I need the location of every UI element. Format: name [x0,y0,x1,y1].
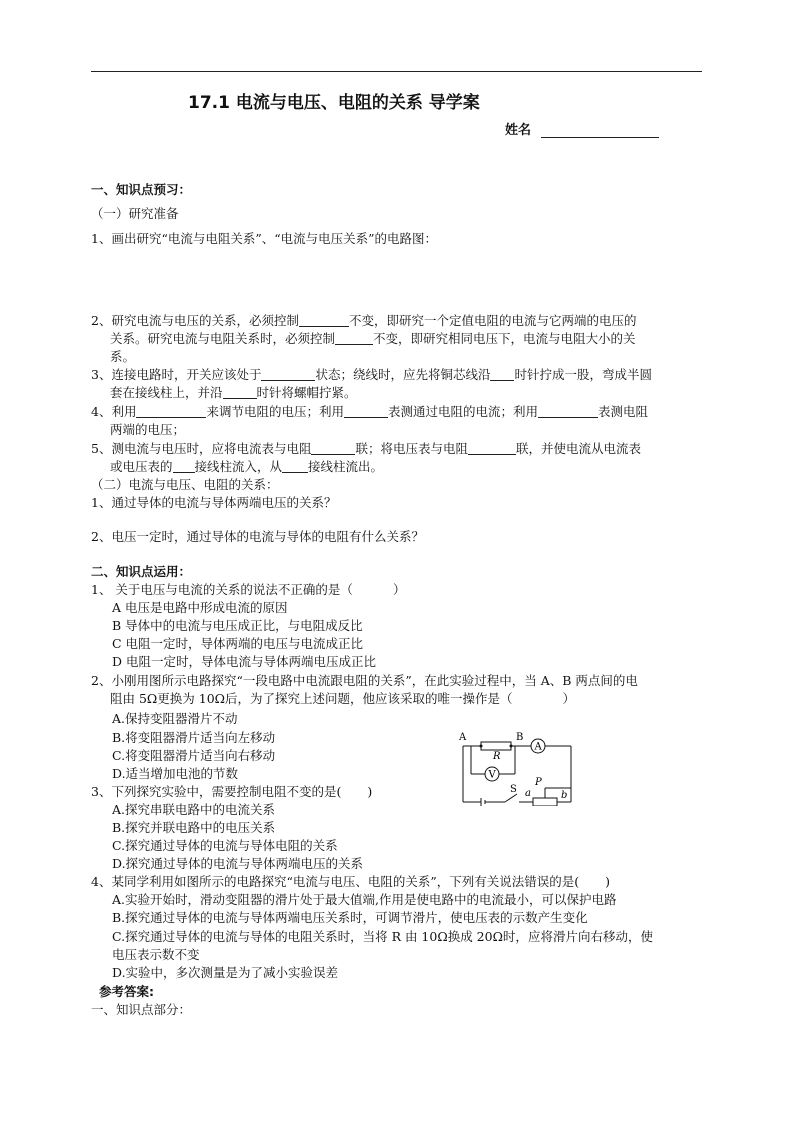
mc-1-option-a[interactable]: A 电压是电路中形成电流的原因 [112,600,288,615]
fill-blank[interactable] [490,367,514,381]
mc-3-option-b[interactable]: B.探究并联电路中的电压关系 [112,820,276,835]
question-2-line2: 关系。研究电流与电阻关系时，必须控制 不变，即研究相同电压下，电流与电阻大小的关 [110,331,636,346]
question-4-line1: 4、利用 来调节电阻的电压；利用 表测通过电阻的电流；利用 表测电阻 [91,404,648,419]
ammeter-label: A [534,741,542,753]
fill-blank[interactable] [173,459,195,473]
mc-1-option-d[interactable]: D 电阻一定时，导体电流与导体两端电压成正比 [112,654,376,669]
label-b: B [516,732,524,743]
rheostat [533,798,557,806]
label-s: S [510,784,517,795]
mc-2-option-b[interactable]: B.将变阻器滑片适当向左移动 [112,730,276,745]
mc-4-option-c-cont: 电压表示数不变 [112,947,200,962]
voltmeter-label: V [488,769,496,781]
circuit-diagram [455,728,580,806]
mc-question-1: 1、 关于电压与电流的关系的说法不正确的是（ ） [91,582,406,597]
top-rule [91,71,702,72]
mc-4-option-a[interactable]: A.实验开始时，滑动变阻器的滑片处于最大值端,作用是使电路中的电流最小，可以保护电路 [112,892,617,907]
mc-3-option-d[interactable]: D.探究通过导体的电流与导体两端电压的关系 [112,856,364,871]
resistor-r [481,742,511,750]
fill-blank[interactable] [538,404,598,418]
mc-4-option-d[interactable]: D.实验中，多次测量是为了减小实验误差 [112,965,339,980]
fill-blank[interactable] [344,404,388,418]
question-1: 1、画出研究“电流与电阻关系”、“电流与电压关系”的电路图： [91,231,438,246]
label-a-end: a [525,788,531,799]
mc-3-option-c[interactable]: C.探究通过导体的电流与导体电阻的关系 [112,838,338,853]
switch-s [505,794,517,802]
mc-1-option-c[interactable]: C 电阻一定时，导体两端的电压与电流成正比 [112,636,364,651]
mc-2-option-c[interactable]: C.将变阻器滑片适当向右移动 [112,748,276,763]
question-4-line2: 两端的电压； [110,422,186,437]
mc-2-option-d[interactable]: D.适当增加电池的节数 [112,766,239,781]
name-label: 姓名 [505,123,532,138]
fill-blank[interactable] [136,404,206,418]
mc-question-2-line2: 阻由 5Ω更换为 10Ω后，为了探究上述问题，他应该采取的唯一操作是（ ） [110,691,576,706]
name-field-row [505,119,659,138]
mc-4-option-c[interactable]: C.探究通过导体的电流与导体的电阻关系时，当将 R 由 10Ω换成 20Ω时，应将滑片向右移动，使 [112,929,653,944]
question-2-line1: 2、研究电流与电压的关系，必须控制 不变，即研究一个定值电阻的电流与它两端的电压的 [91,313,637,328]
subheading-relationship: （二）电流与电压、电阻的关系： [91,477,279,492]
section-heading-application: 二、知识点运用： [91,564,192,579]
mc-question-4: 4、某同学利用如图所示的电路探究“电流与电压、电阻的关系”，下列有关说法错误的是( ) [91,874,611,889]
question-2-line3: 系。 [110,349,136,364]
question-3-line2: 套在接线柱上，并沿 时针将螺帽拧紧。 [110,385,357,400]
fill-blank[interactable] [299,313,349,327]
name-blank[interactable] [541,124,659,138]
fill-blank[interactable] [223,385,257,399]
relationship-question-2: 2、电压一定时，通过导体的电流与导体的电阻有什么关系？ [91,529,424,544]
fill-blank[interactable] [468,441,516,455]
answers-part-label: 一、知识点部分： [91,1002,192,1017]
question-5-line1: 5、测电流与电压时，应将电流表与电阻 联；将电压表与电阻 联，并使电流从电流表 [91,441,641,456]
answers-heading: 参考答案: [99,984,154,999]
mc-question-2-line1: 2、小刚用图所示电路探究“一段电路中电流跟电阻的关系”，在此实验过程中，当 A、B 两点间的电 [91,673,638,688]
subheading-preparation: （一）研究准备 [91,206,179,221]
mc-2-option-a[interactable]: A.保持变阻器滑片不动 [112,711,238,726]
label-p: P [535,777,542,788]
fill-blank[interactable] [261,367,315,381]
mc-4-option-b[interactable]: B.探究通过导体的电流与导体两端电压关系时，可调节滑片，使电压表的示数产生变化 [112,910,588,925]
fill-blank[interactable] [311,441,355,455]
fill-blank[interactable] [335,331,373,345]
mc-3-option-a[interactable]: A.探究串联电路中的电流关系 [112,802,276,817]
label-a: A [459,732,467,743]
mc-question-3: 3、下列探究实验中，需要控制电阻不变的是( ) [91,784,373,799]
question-3-line1: 3、连接电路时，开关应该处于 状态；绕线时，应先将铜芯线沿 时针拧成一股，弯成半圆 [91,367,652,382]
section-heading-preview: 一、知识点预习： [91,182,192,197]
mc-1-option-b[interactable]: B 导体中的电流与电压成正比，与电阻成反比 [112,618,363,633]
page-title: 17.1 电流与电压、电阻的关系 导学案 [188,93,480,113]
label-r: R [493,751,501,762]
fill-blank[interactable] [282,459,308,473]
relationship-question-1: 1、通过导体的电流与导体两端电压的关系？ [91,495,337,510]
label-b-end: b [561,790,568,801]
question-5-line2: 或电压表的 接线柱流入，从 接线柱流出。 [110,459,384,474]
